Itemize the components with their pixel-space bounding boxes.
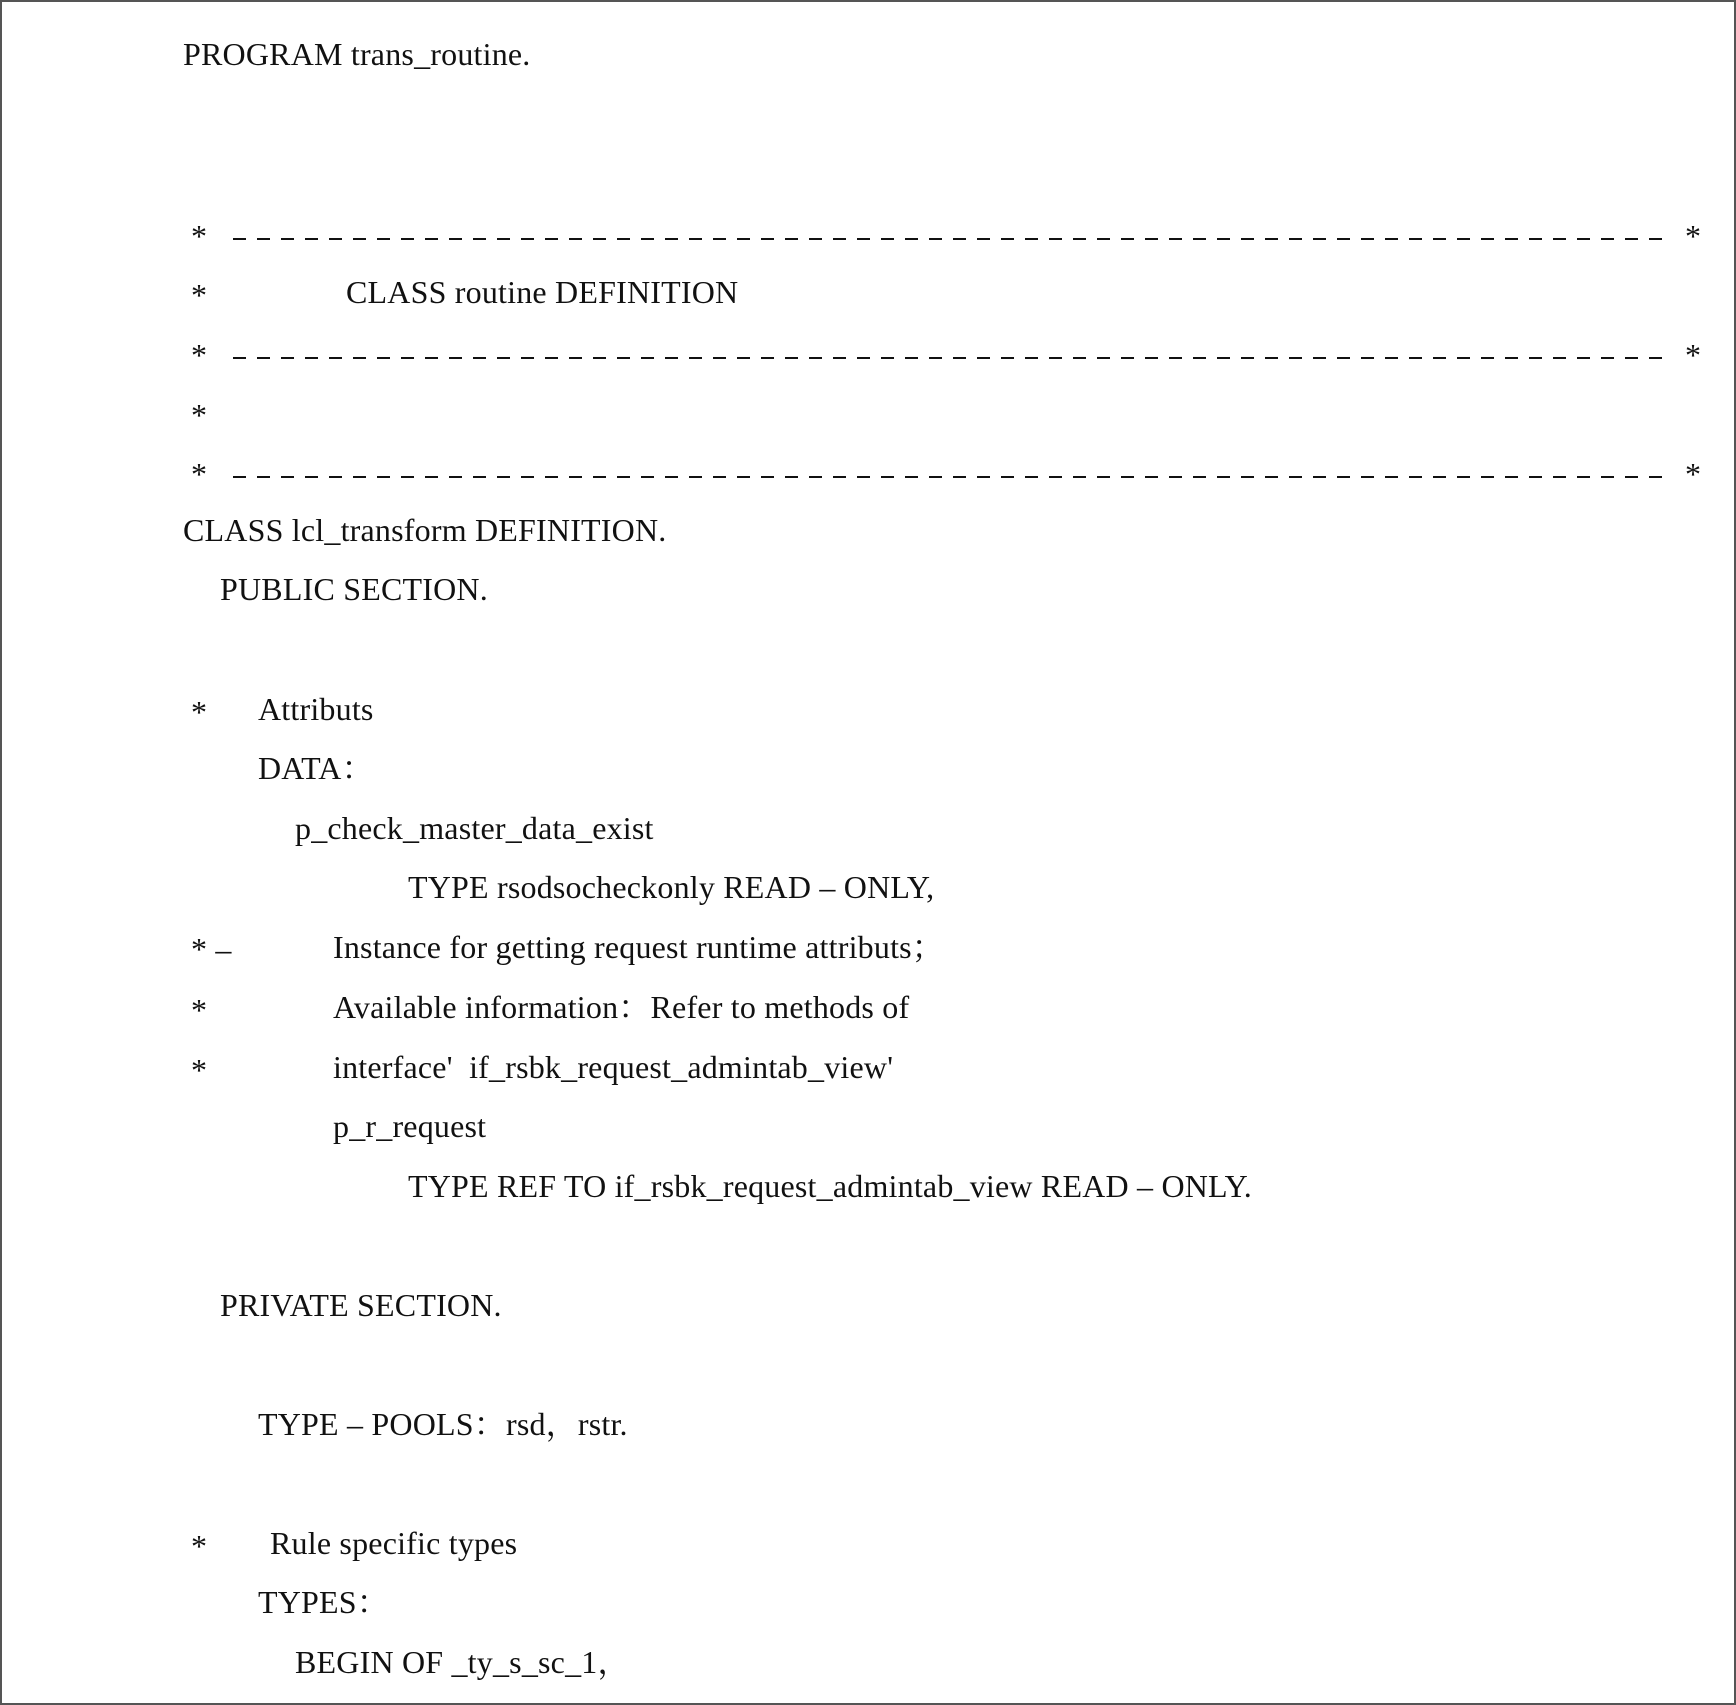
comment-separator-2 bbox=[191, 335, 1701, 375]
comment-star: * bbox=[1685, 218, 1701, 254]
available-comment: Available information：Refer to methods of bbox=[333, 989, 910, 1025]
p-r-request-field: p_r_request bbox=[333, 1108, 487, 1144]
comment-star: * bbox=[191, 337, 207, 373]
comment-star: * bbox=[1685, 337, 1701, 373]
type-ref-line: TYPE REF TO if_rsbk_request_admintab_view READ – ONLY. bbox=[408, 1168, 1252, 1204]
comment-separator-3 bbox=[191, 454, 1701, 494]
data-keyword: DATA： bbox=[258, 750, 374, 786]
comment-star: * bbox=[191, 1052, 207, 1088]
comment-star: * bbox=[191, 456, 207, 492]
program-statement: PROGRAM trans_routine. bbox=[183, 36, 531, 72]
dash-rule bbox=[233, 476, 1673, 478]
rule-specific-comment: Rule specific types bbox=[270, 1525, 518, 1561]
types-keyword: TYPES： bbox=[258, 1584, 389, 1620]
dash-rule bbox=[233, 238, 1673, 240]
comment-star: * bbox=[191, 397, 207, 433]
class-lcl-definition: CLASS lcl_transform DEFINITION. bbox=[183, 512, 667, 548]
p-check-field: p_check_master_data_exist bbox=[295, 810, 654, 846]
comment-star-dash: * – bbox=[191, 931, 232, 967]
comment-star: * bbox=[191, 277, 207, 313]
attributs-comment: Attributs bbox=[258, 691, 374, 727]
class-routine-comment: CLASS routine DEFINITION bbox=[346, 274, 739, 310]
begin-of-line: BEGIN OF _ty_s_sc_1， bbox=[295, 1644, 630, 1680]
instance-comment: Instance for getting request runtime attributs； bbox=[333, 929, 945, 965]
comment-star: * bbox=[191, 694, 207, 730]
interface-comment: interface' if_rsbk_request_admintab_view' bbox=[333, 1049, 894, 1085]
public-section: PUBLIC SECTION. bbox=[220, 571, 488, 607]
dash-rule bbox=[233, 357, 1673, 359]
comment-star: * bbox=[191, 992, 207, 1028]
comment-star: * bbox=[1685, 456, 1701, 492]
type-rsodso-line: TYPE rsodsocheckonly READ – ONLY, bbox=[408, 869, 935, 905]
comment-separator-1 bbox=[191, 216, 1701, 256]
comment-star: * bbox=[191, 218, 207, 254]
private-section: PRIVATE SECTION. bbox=[220, 1287, 502, 1323]
type-pools-line: TYPE – POOLS：rsd，rstr. bbox=[258, 1406, 628, 1442]
comment-star: * bbox=[191, 1528, 207, 1564]
